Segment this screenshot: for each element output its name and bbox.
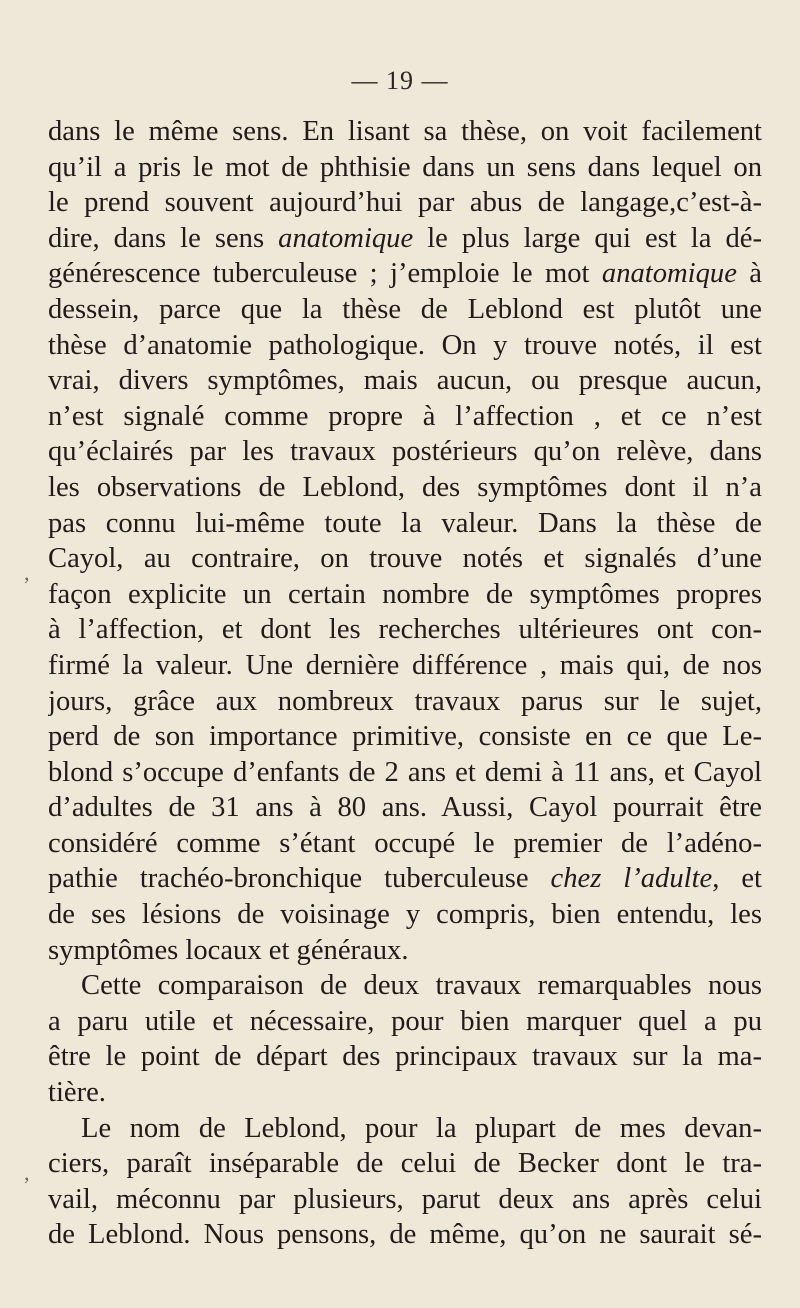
body-text	[48, 114, 762, 1253]
text-segment: Cette comparaison de deux travaux remarquables nous	[81, 970, 762, 1002]
text-line	[48, 1182, 762, 1218]
text-segment: firmé la valeur. Une dernière différence , mais qui, de nos	[48, 649, 762, 681]
text-segment: symptômes locaux et généraux.	[48, 934, 409, 966]
text-segment: qu’il a pris le mot de phthisie dans un sens dans lequel on	[48, 151, 762, 183]
text-line	[48, 221, 762, 257]
text-line	[48, 684, 762, 720]
text-line	[48, 648, 762, 684]
text-line	[48, 897, 762, 933]
text-line	[48, 1075, 762, 1111]
text-line	[48, 150, 762, 186]
text-line	[48, 506, 762, 542]
text-line	[48, 826, 762, 862]
text-segment: pathie trachéo-bronchique tuberculeuse	[48, 863, 551, 895]
text-segment: considéré comme s’étant occupé le premier de l’adéno-	[48, 827, 762, 859]
text-line	[48, 470, 762, 506]
text-line	[48, 256, 762, 292]
page-number: — 19 —	[351, 66, 449, 95]
text-segment: façon explicite un certain nombre de symptômes propres	[48, 578, 762, 610]
text-segment: d’adultes de 31 ans à 80 ans. Aussi, Cayol pourrait être	[48, 792, 762, 824]
text-segment: le prend souvent aujourd’hui par abus de langage,c’est-à-	[48, 187, 762, 219]
text-segment: a paru utile et nécessaire, pour bien marquer quel a pu	[48, 1005, 762, 1037]
text-line	[48, 933, 762, 969]
text-segment: être le point de départ des principaux travaux sur la ma-	[48, 1041, 762, 1073]
text-segment: dire, dans le sens	[48, 222, 279, 254]
text-segment: vail, méconnu par plusieurs, parut deux ans après celui	[48, 1183, 762, 1215]
text-segment: dans le même sens. En lisant sa thèse, on voit facilement	[48, 116, 762, 147]
text-line	[48, 292, 762, 328]
text-segment: Cayol, au contraire, on trouve notés et signalés d’une	[48, 543, 762, 575]
text-line	[48, 363, 762, 399]
text-segment: les observations de Leblond, des symptômes dont il n’a	[48, 471, 762, 503]
text-line	[48, 577, 762, 613]
text-segment: vrai, divers symptômes, mais aucun, ou presque aucun,	[48, 365, 762, 397]
text-segment: à	[736, 258, 762, 290]
text-segment: Le nom de Leblond, pour la plupart de mes devan-	[81, 1112, 762, 1144]
text-segment: blond s’occupe d’enfants de 2 ans et demi à 11 ans, et Cayol	[48, 756, 762, 788]
text-line	[48, 968, 762, 1004]
text-segment: de ses lésions de voisinage y compris, bien entendu, les	[48, 899, 762, 931]
text-line	[48, 328, 762, 364]
text-line	[48, 719, 762, 755]
text-line	[48, 185, 762, 221]
text-segment: jours, grâce aux nombreux travaux parus sur le sujet,	[48, 685, 762, 717]
text-line	[48, 541, 762, 577]
italic-text: anatomique	[601, 258, 737, 290]
margin-mark: ,	[24, 560, 30, 585]
text-segment: thèse d’anatomie pathologique. On y trouve notés, il est	[48, 329, 762, 361]
italic-text: chez l’adulte	[550, 863, 713, 895]
text-line	[48, 790, 762, 826]
text-segment: dessein, parce que la thèse de Leblond est plutôt une	[48, 293, 762, 325]
text-line	[48, 1111, 762, 1147]
text-line	[48, 1146, 762, 1182]
text-line	[48, 1004, 762, 1040]
text-segment: ciers, paraît inséparable de celui de Becker dont le tra-	[48, 1148, 762, 1180]
text-line	[48, 755, 762, 791]
text-line	[48, 612, 762, 648]
text-line	[48, 1217, 762, 1253]
text-segment: pas connu lui-même toute la valeur. Dans la thèse de	[48, 507, 762, 539]
text-line	[48, 114, 762, 150]
text-line	[48, 861, 762, 897]
text-segment: perd de son importance primitive, consiste en ce que Le-	[48, 721, 762, 753]
text-line	[48, 1039, 762, 1075]
text-segment: tière.	[48, 1077, 106, 1109]
text-segment: le plus large qui est la dé-	[413, 222, 762, 254]
text-segment: de Leblond. Nous pensons, de même, qu’on ne saurait sé-	[48, 1219, 762, 1251]
text-segment: générescence tuberculeuse ; j’emploie le mot	[48, 258, 602, 290]
text-line	[48, 434, 762, 470]
italic-text: anatomique	[278, 222, 414, 254]
text-segment: n’est signalé comme propre à l’affection , et ce n’est	[48, 400, 762, 432]
text-segment: , et	[712, 863, 762, 895]
text-segment: qu’éclairés par les travaux postérieurs qu’on relève, dans	[48, 436, 762, 468]
text-line	[48, 399, 762, 435]
margin-mark: ,	[24, 1160, 30, 1185]
text-segment: à l’affection, et dont les recherches ultérieures ont con-	[48, 614, 762, 646]
